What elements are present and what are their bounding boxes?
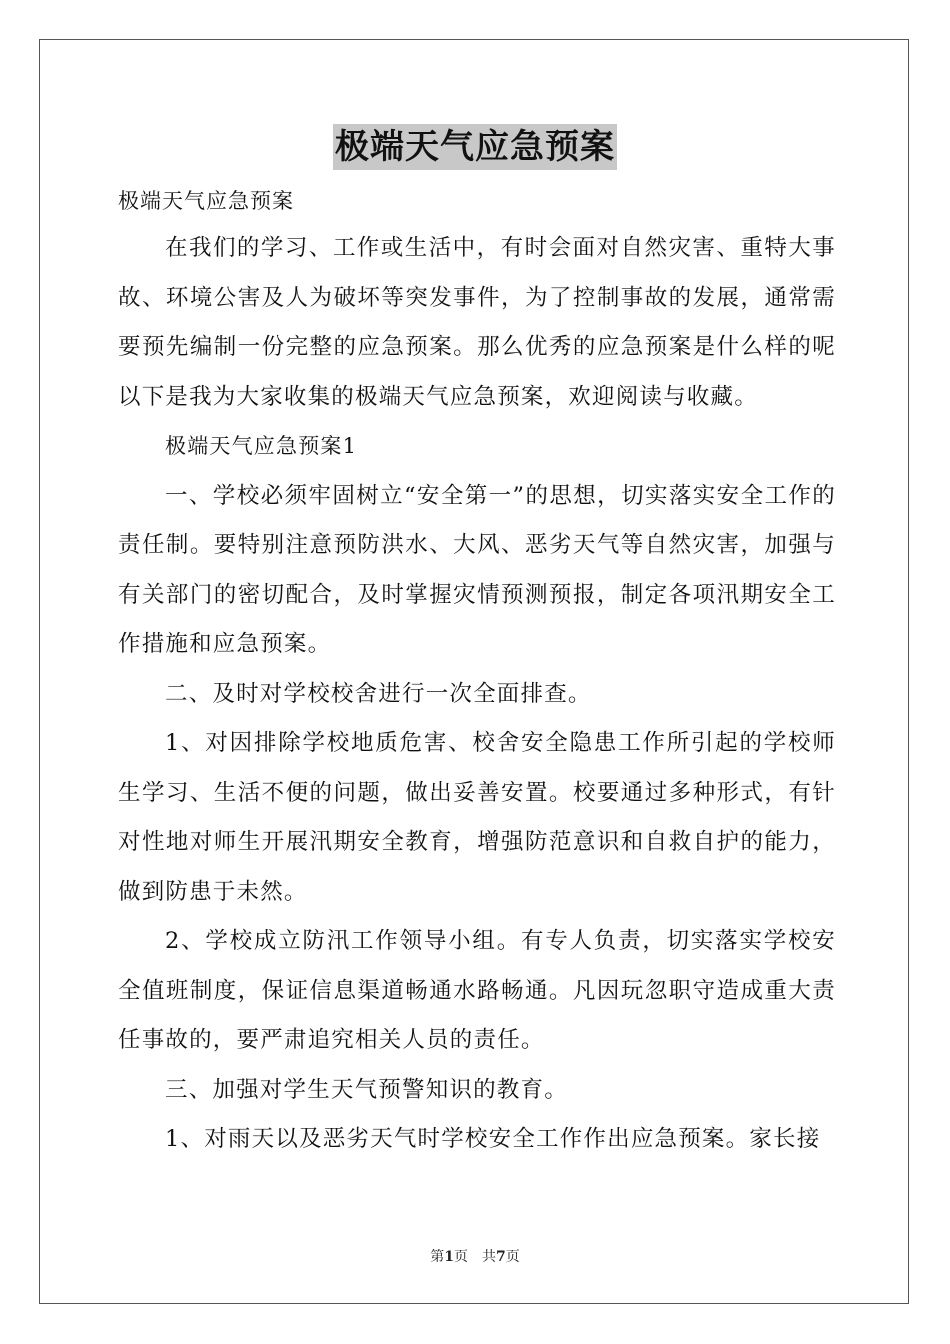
paragraph-item-two-2: 2、学校成立防汛工作领导小组。有专人负责，切实落实学校安全值班制度，保证信息渠道畅通水路畅通。凡因玩忽职守造成重大责任事故的，要严肃追究相关人员的责任。: [118, 928, 836, 1053]
document-body: [118, 178, 836, 1165]
document-title: [0, 124, 950, 170]
paragraph-item-three: 三、加强对学生天气预警知识的教育。: [165, 1076, 568, 1103]
page-mid: 页 共: [454, 1249, 496, 1265]
paragraph-item-three-1: 1、对雨天以及恶劣天气时学校安全工作作出应急预案。家长接: [165, 1126, 821, 1152]
page-prefix: 第: [430, 1249, 445, 1265]
paragraph-item-one: 一、学校必须牢固树立“安全第一”的思想，切实落实安全工作的责任制。要特别注意预防洪水、大风、恶劣天气等自然灾害，加强与有关部门的密切配合，及时掌握灾情预测预报，制定各项汛期安全工作措施和应急预案。: [118, 482, 836, 657]
paragraph-item-two: 二、及时对学校校舍进行一次全面排查。: [165, 680, 592, 707]
page-total: 7: [496, 1249, 506, 1265]
page-current: 1: [444, 1249, 454, 1265]
document-title-text: 极端天气应急预案: [333, 124, 617, 170]
paragraph-intro: 在我们的学习、工作或生活中，有时会面对自然灾害、重特大事故、环境公害及人为破坏等突发事件，为了控制事故的发展，通常需要预先编制一份完整的应急预案。那么优秀的应急预案是什么样的呢以下是我为大家收集的极端天气应急预案，欢迎阅读与收藏。: [118, 235, 836, 410]
paragraph-item-two-1: 1、对因排除学校地质危害、校舍安全隐患工作所引起的学校师生学习、生活不便的问题，做出妥善安置。校要通过多种形式，有针对性地对师生开展汛期安全教育，增强防范意识和自救自护的能力，做到防患于未然。: [118, 730, 836, 905]
page-footer: [0, 1247, 950, 1267]
section-heading-1: 极端天气应急预案1: [165, 434, 358, 458]
document-subtitle: 极端天气应急预案: [118, 189, 294, 213]
page-suffix: 页: [505, 1249, 520, 1265]
